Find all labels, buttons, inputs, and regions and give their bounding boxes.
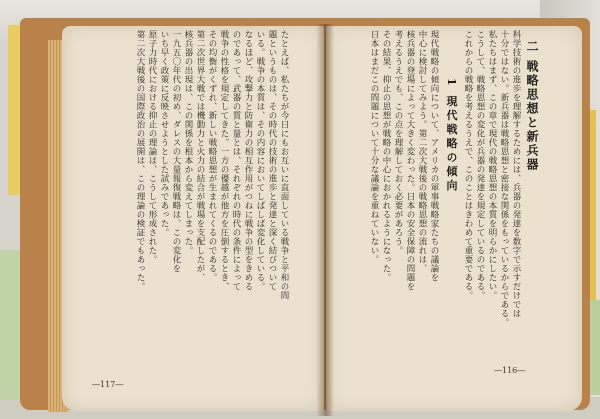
section-heading: 1 現代戦略の傾向 [445, 78, 458, 194]
text-column: 一九五〇年代の初め、ダレスの大量報復戦略は、この変化を [171, 30, 181, 273]
text-column: これからの戦略を考えるうえで、このことはきわめて重要である。 [463, 30, 473, 300]
text-column: こうして、戦略思想の変化が兵器の発達を規定しているのである。 [475, 30, 485, 300]
text-column: 十分ではない。新兵器は戦略思想と密接な関係をもっているからである。 [499, 30, 509, 327]
right-page-text [322, 30, 542, 360]
text-column: 科学技術の進歩を理解するためには、兵器の発達を数字で示すだけでは [511, 30, 521, 318]
text-column: 中心に検討してみよう。第二次大戦後の戦略思想の流れは、 [417, 30, 427, 273]
text-column: のであって、武器の質と量とは、それぞれの時代の条件によって [231, 30, 241, 291]
text-column: 第二次世界大戦では機動力と火力の結合が戦場を支配したが、 [195, 30, 205, 282]
text-column: 原子力時代における抑止の理論は、こうして形成された。 [147, 30, 157, 264]
chapter-heading: 二 戦略思想と新兵器 [525, 40, 539, 173]
text-column: いる。戦争の本質は、その内容においてしばしば変化している。 [255, 30, 265, 291]
right-page-number: ―116― [494, 366, 526, 375]
text-column: 戦争の性格を規定してきた。一方の優越が他方を圧倒するとき、 [219, 30, 229, 291]
text-column: 第二次大戦後の国際政治の展開は、この理論の検証でもあった。 [135, 30, 145, 291]
text-column: 日本はまだこの問題について十分な議論を重ねていない。 [369, 30, 379, 264]
text-column: 核兵器の出現は、この関係を根本から変えてしまった。 [183, 30, 193, 255]
text-column: たとえば、私たちが今日にもお互いに直面している戦争と平和の問 [279, 30, 289, 300]
left-page-number: ―117― [92, 380, 124, 389]
text-column: 私たちはまず、この章で現代の戦略思想の本質を明らかにしたい。 [487, 30, 497, 300]
text-column: いち早く政策に反映させようとした試みであった。 [159, 30, 169, 237]
text-column: なるほど、攻撃力と防衛力の相互作用がつねに戦争の型をきめる [243, 30, 253, 291]
text-column: その均衡がくずれ、新しい戦略思想が生まれてくるのである。 [207, 30, 217, 282]
text-column: 核兵器の登場によって大きく変わった。日本の安全保障の問題を [405, 30, 415, 291]
text-column: 題というものは、その時代の技術の進歩と発達と深く結びついて [267, 30, 277, 291]
left-page-text [60, 30, 290, 360]
text-column: 現代戦略の傾向について、アメリカの軍事戦略家たちの議論を [429, 30, 439, 282]
text-column: 考えるうえでも、この点を理解しておく必要があろう。 [393, 30, 403, 255]
text-column: その結果、抑止の思想が戦略の中心におかれるようになった。 [381, 30, 391, 282]
